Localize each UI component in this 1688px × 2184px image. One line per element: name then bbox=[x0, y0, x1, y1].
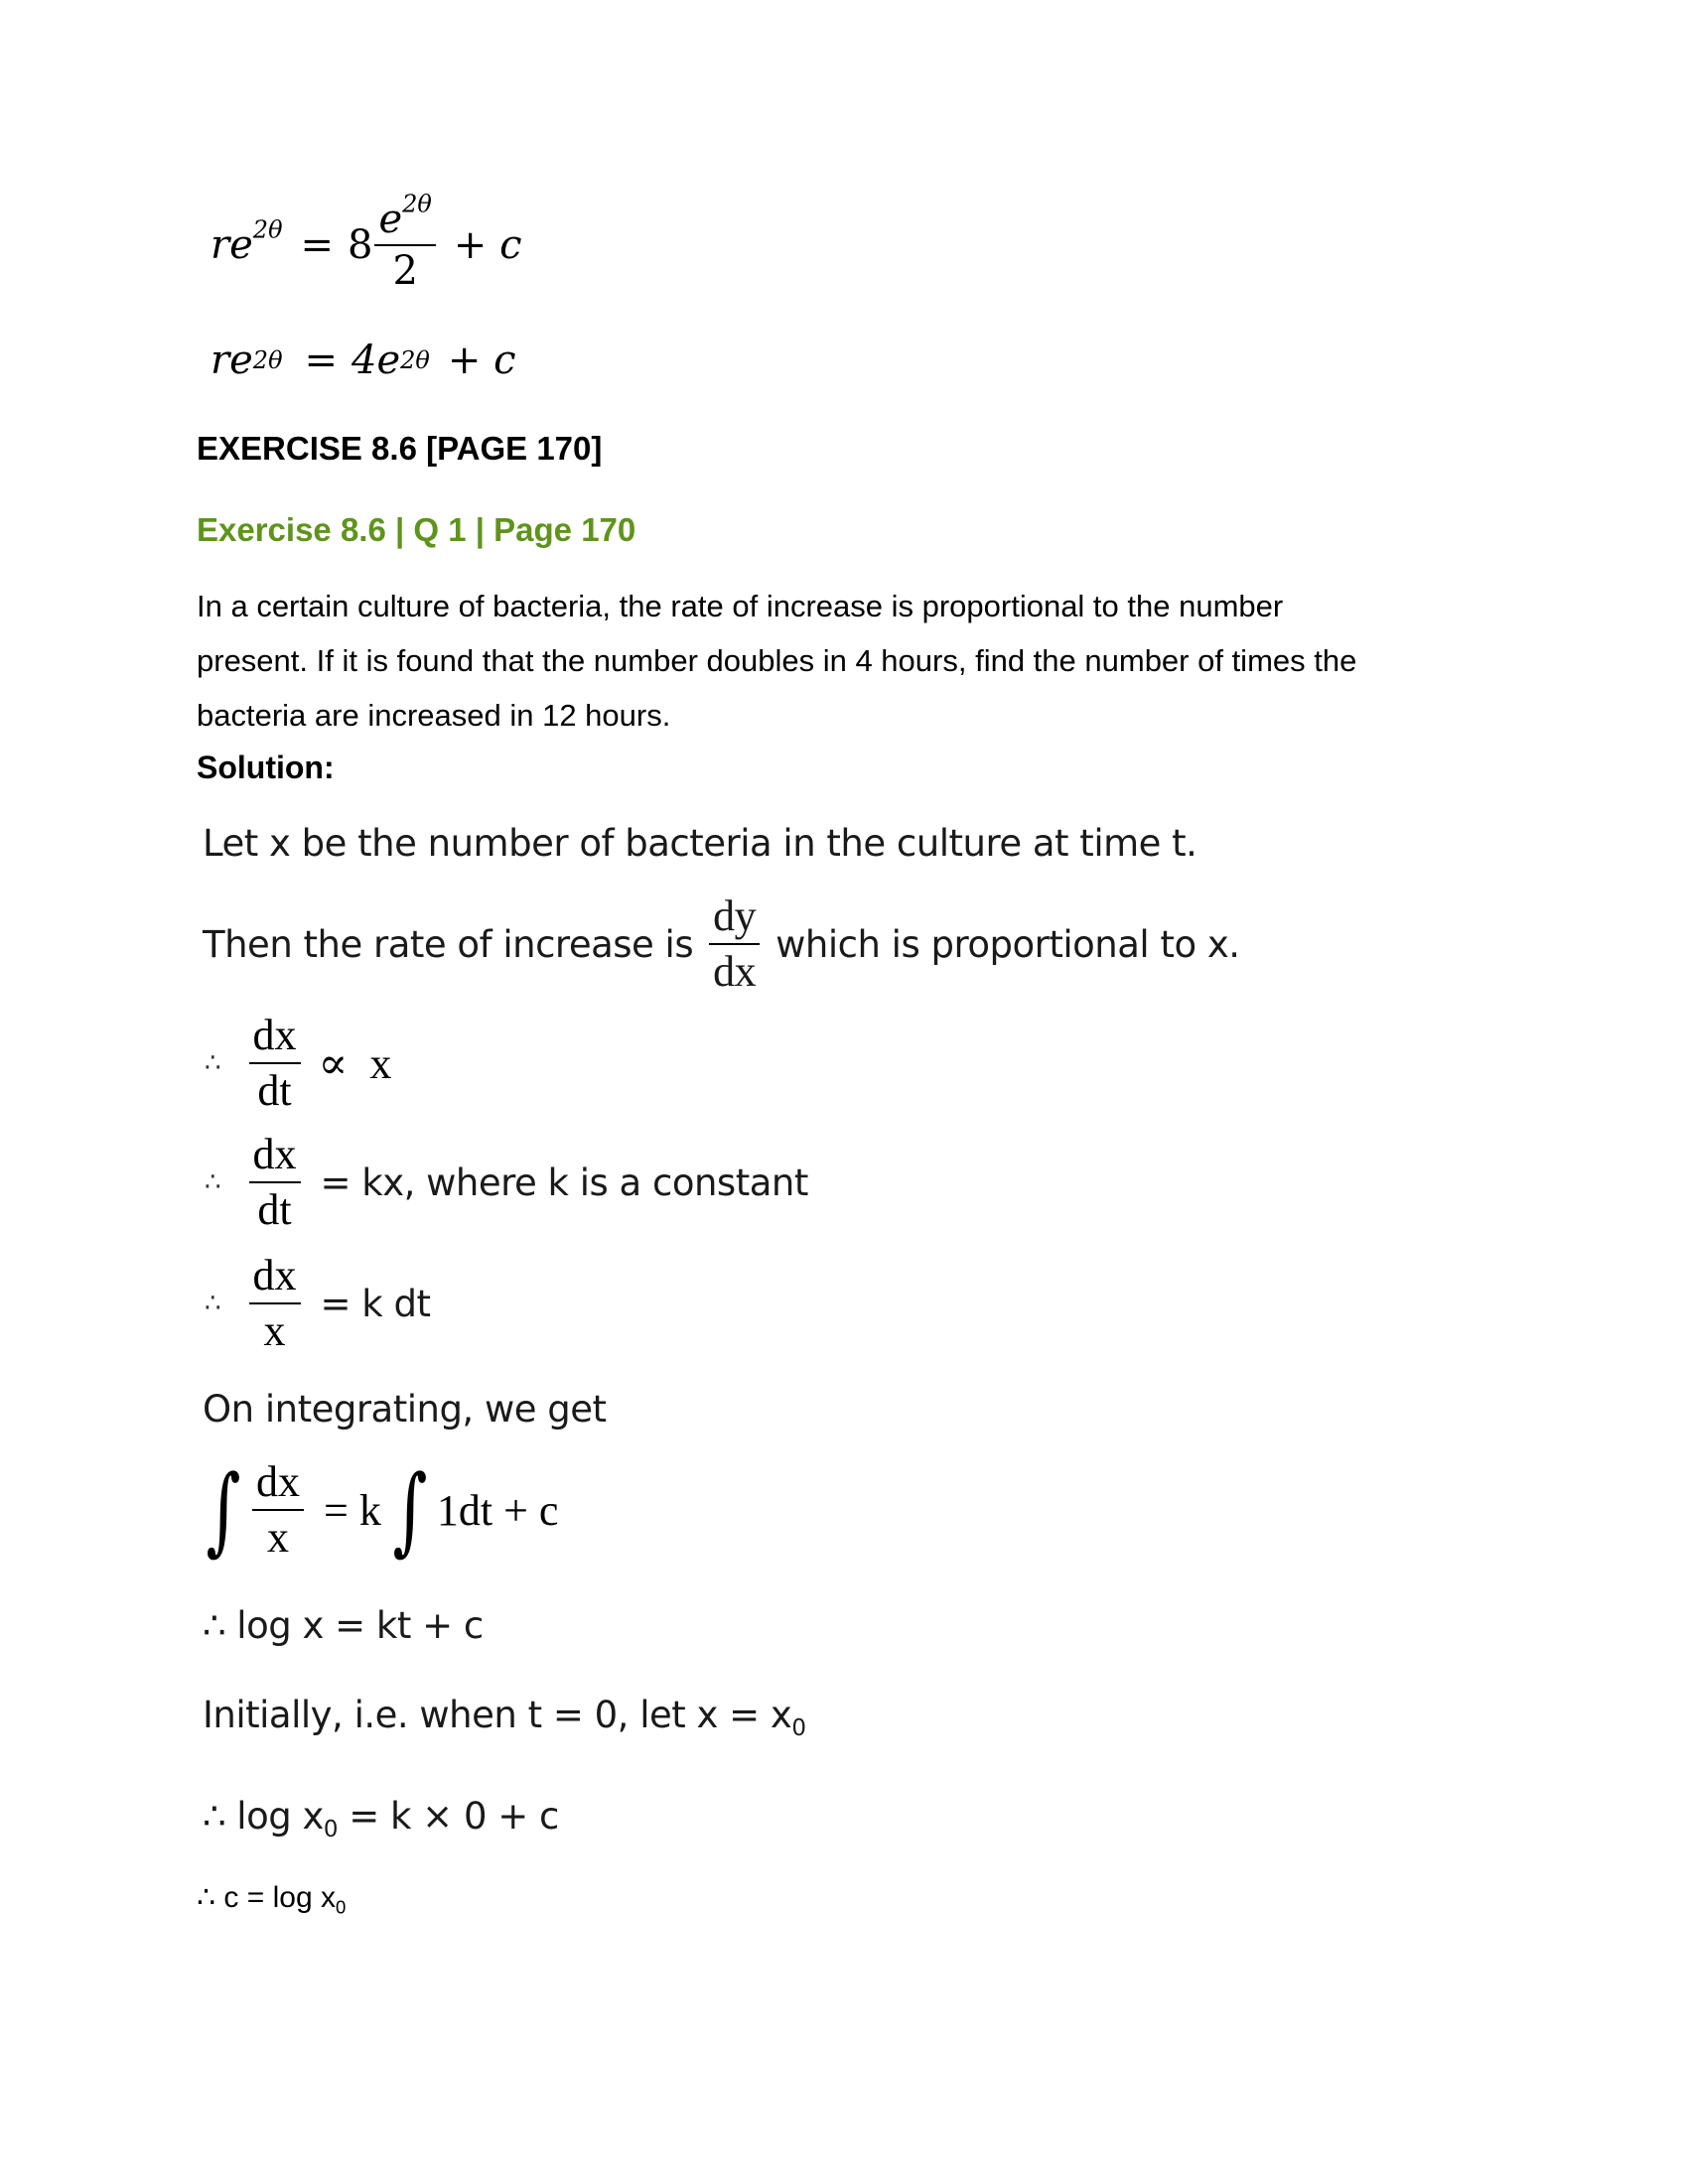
question-line: bacteria are increased in 12 hours. bbox=[197, 698, 671, 733]
solution-line-2: Then the rate of increase is $\frac{dy}{dx}$ which is proportional to x. bbox=[203, 891, 1240, 997]
integral-sign-icon: ∫ bbox=[392, 1454, 428, 1567]
integral-equation: ∫ $\frac{dx}{x}$ = k ∫ 1dt + c bbox=[206, 1454, 559, 1567]
eq1-lhs: $re^{2\theta}$ bbox=[211, 215, 283, 268]
initial-condition: Initially, i.e. when t = 0, let $x = x_0$ bbox=[203, 1694, 806, 1742]
question-text bbox=[197, 579, 1356, 743]
dx-x-fraction: $\frac{dx}{x}$ bbox=[249, 1253, 301, 1354]
dx-dt-fraction: $\frac{dx}{dt}$ bbox=[249, 1132, 301, 1233]
step-constant: ∴ $\frac{dx}{dt}$ = kx, where k is a constant bbox=[205, 1130, 808, 1235]
dx-dt-fraction: $\frac{dx}{dt}$ bbox=[249, 1013, 301, 1114]
eq1-fraction: $\frac{e^{2\theta}}{2}$ bbox=[374, 199, 435, 292]
dx-x-fraction: $\frac{dx}{x}$ bbox=[252, 1459, 304, 1561]
question-heading[interactable]: Exercise 8.6 | Q 1 | Page 170 bbox=[197, 511, 636, 548]
constant-equation: ∴ $c = \log x_0$ bbox=[197, 1881, 347, 1918]
therefore-icon: ∴ bbox=[205, 1048, 221, 1079]
integral-sign-icon: ∫ bbox=[206, 1454, 241, 1567]
step-separate: ∴ $\frac{dx}{x}$ = k dt bbox=[205, 1251, 431, 1356]
integrating-text: On integrating, we get bbox=[203, 1388, 607, 1431]
solution-line-1: Let x be the number of bacteria in the culture at time t. bbox=[203, 822, 1197, 865]
log-equation: ∴ log x = kt + c bbox=[203, 1604, 484, 1647]
dy-dx-fraction: $\frac{dy}{dx}$ bbox=[709, 893, 760, 995]
solution-label: Solution: bbox=[197, 750, 335, 785]
equation-2: re 2θ = 4e 2θ + c bbox=[211, 338, 516, 383]
question-line: In a certain culture of bacteria, the rate of increase is proportional to the number bbox=[197, 589, 1284, 623]
therefore-icon: ∴ bbox=[205, 1289, 221, 1319]
equation-1: $re^{2\theta}$ = 8 $\frac{e^{2\theta}}{2}$ + c bbox=[211, 190, 522, 294]
question-line: present. If it is found that the number doubles in 4 hours, find the number of times the bbox=[197, 643, 1357, 678]
therefore-icon: ∴ bbox=[205, 1167, 221, 1198]
step-proportional: ∴ $\frac{dx}{dt}$ ∝ x bbox=[205, 1011, 392, 1116]
log-x0-equation: ∴ $\log x_0 = k \times 0 + c$ bbox=[203, 1795, 559, 1843]
section-heading: EXERCISE 8.6 [PAGE 170] bbox=[197, 430, 603, 467]
